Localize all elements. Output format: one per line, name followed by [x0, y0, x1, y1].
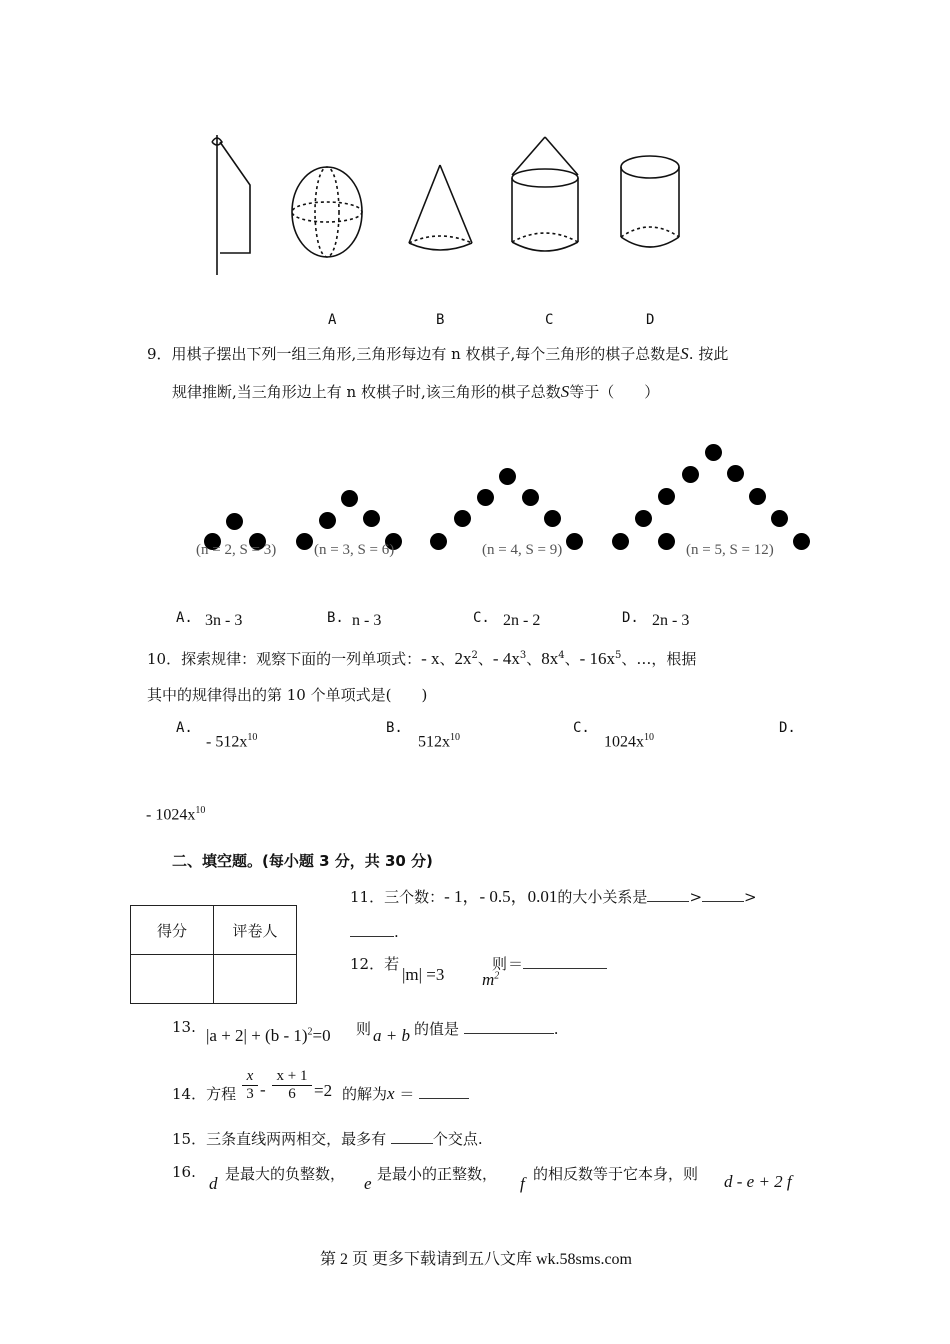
cylinder-figure — [621, 156, 679, 247]
q9-s-symbol-2: S — [560, 382, 570, 401]
q16-t3: 的相反数等于它本身，则 — [533, 1165, 699, 1183]
q14-blank[interactable] — [419, 1084, 469, 1099]
q11-text2: 的大小关系是 — [557, 888, 648, 906]
caption-n3: (n = 3, S = 6) — [314, 542, 395, 558]
q15-text2: 个交点. — [432, 1130, 483, 1148]
q10-option-a-coef: - 512x — [206, 733, 248, 751]
q12-label: 12．若 — [350, 955, 400, 973]
q9-option-a-value: 3n - 3 — [205, 612, 243, 629]
q15-line — [172, 1128, 483, 1149]
dot — [522, 489, 539, 506]
dot — [658, 533, 675, 550]
q15-text1: 15．三条直线两两相交，最多有 — [172, 1130, 387, 1148]
q14-minus: - — [260, 1080, 266, 1099]
q10-term-4: 8x — [541, 649, 559, 668]
q16-expr: d - e + 2 f — [724, 1172, 792, 1191]
q14-eq: =2 — [314, 1081, 333, 1100]
q14-frac2 — [272, 1068, 312, 1103]
q9-option-d-letter: D. — [622, 610, 639, 626]
score-table — [130, 905, 297, 1004]
sphere-figure — [292, 167, 362, 257]
dot — [499, 468, 516, 485]
score-cell[interactable] — [131, 955, 214, 1004]
q11-line2 — [350, 922, 399, 941]
q11-line1 — [350, 882, 757, 907]
score-header: 得分 — [131, 906, 214, 955]
shape-label-d: D — [646, 312, 655, 328]
q10-exp-2: 2 — [471, 650, 478, 661]
dot — [566, 533, 583, 550]
q10-exp-4: 4 — [558, 650, 565, 661]
q9-text-2: 规律推断,当三角形边上有 n 枚棋子时,该三角形的棋子总数 — [172, 383, 561, 401]
q13-exp: 2 — [307, 1026, 313, 1038]
q10-exp-3: 3 — [519, 650, 527, 661]
q14-frac1 — [242, 1068, 258, 1103]
dot — [363, 510, 380, 527]
q10-line1 — [147, 648, 696, 669]
q16-e: e — [364, 1174, 372, 1193]
q10-option-c-value — [604, 732, 654, 751]
q14-text2: 的解为 — [342, 1085, 388, 1103]
q11-blank-1[interactable] — [647, 887, 689, 902]
q16-d: d — [209, 1174, 218, 1193]
q13-expr-main: |a + 2| + (b - 1) — [206, 1026, 308, 1045]
dot — [319, 512, 336, 529]
q13-ab: a + b — [373, 1026, 410, 1045]
shape-label-a: A — [328, 312, 337, 328]
q14-frac1-den: 3 — [246, 1086, 254, 1102]
cylinder-cone-figure — [512, 137, 578, 251]
q10-sep: 、 — [564, 650, 580, 668]
q14-eqsign: ＝ — [399, 1085, 415, 1103]
q14-tail — [342, 1083, 469, 1104]
q10-exp-5: 5 — [615, 650, 622, 661]
q9-text-1-end: . 按此 — [688, 345, 729, 363]
q13-text: 的值是 — [414, 1020, 460, 1038]
q11-end: . — [394, 923, 399, 941]
q10-sep: 、 — [439, 650, 455, 668]
grader-cell[interactable] — [214, 955, 297, 1004]
q12-blank[interactable] — [523, 954, 607, 969]
solids-figure — [200, 130, 700, 280]
q10-option-b-letter: B. — [386, 720, 403, 736]
q13-expr — [206, 1026, 331, 1046]
q9-line2 — [172, 381, 659, 402]
section2-title: 二、填空题。(每小题 3 分，共 30 分) — [172, 852, 433, 870]
q10-option-b-value — [418, 732, 460, 751]
q10-option-b-coef: 512x — [418, 733, 450, 751]
q10-option-a-exp: 10 — [247, 732, 258, 743]
q13-then: 则 — [356, 1020, 372, 1038]
q9-option-b-letter: B. — [327, 610, 344, 626]
dot — [226, 513, 243, 530]
q13-end: . — [553, 1020, 559, 1038]
dot — [727, 465, 744, 482]
q9-option-d-value: 2n - 3 — [652, 612, 690, 629]
dot — [430, 533, 447, 550]
q16-num: 16. — [172, 1163, 196, 1181]
q10-term-1: - x — [421, 649, 440, 668]
q13-num: 13. — [172, 1018, 196, 1036]
dot — [635, 510, 652, 527]
q10-option-c-letter: C. — [573, 720, 590, 736]
q10-option-c-exp: 10 — [644, 732, 654, 743]
q10-option-d-coef: - 1024x — [146, 806, 196, 824]
q13-expr-eq: =0 — [312, 1026, 331, 1045]
dot — [682, 466, 699, 483]
q9-text-2-end: 等于（ ） — [569, 383, 660, 401]
q12-m: m — [482, 970, 495, 989]
q14-frac2-num: x + 1 — [272, 1068, 312, 1086]
q10-option-c-coef: 1024x — [604, 733, 644, 751]
q13-blank[interactable] — [464, 1019, 554, 1034]
dot — [612, 533, 629, 550]
dot — [771, 510, 788, 527]
q10-line2: 其中的规律得出的第 10 个单项式是( ) — [147, 686, 428, 704]
q10-option-d-value — [146, 805, 205, 824]
dot — [705, 444, 722, 461]
q11-gt-1: > — [689, 888, 703, 906]
q9-option-a-letter: A. — [176, 610, 193, 626]
q9-option-b-value: n - 3 — [352, 612, 382, 629]
q10-option-b-exp: 10 — [450, 732, 460, 743]
q10-option-a-letter: A. — [176, 720, 193, 736]
q14-frac1-num: x — [242, 1068, 258, 1086]
q12-eq: ＝ — [508, 955, 524, 973]
q13-tail — [414, 1018, 559, 1039]
q14-x: x — [387, 1084, 395, 1103]
q12-m-exp: 2 — [494, 970, 500, 982]
dot — [793, 533, 810, 550]
dot — [544, 510, 561, 527]
q10-option-d-letter: D. — [779, 720, 796, 736]
q15-blank[interactable] — [391, 1129, 433, 1144]
q11-text: 11．三个数： — [350, 888, 445, 906]
q9-option-c-value: 2n - 2 — [503, 612, 541, 629]
q11-blank-3[interactable] — [350, 922, 394, 937]
q9-s-symbol: S — [680, 344, 689, 363]
q10-sep: 、 — [477, 650, 493, 668]
dot — [749, 488, 766, 505]
q10-option-d-exp: 10 — [195, 805, 206, 816]
q9-line1 — [147, 343, 728, 364]
shape-label-b: B — [436, 312, 445, 328]
q11-blank-2[interactable] — [702, 887, 744, 902]
q9-text-1: 9．用棋子摆出下列一组三角形,三角形每边有 n 枚棋子,每个三角形的棋子总数是 — [147, 345, 681, 363]
q14-frac2-den: 6 — [288, 1086, 296, 1102]
q12-then: 则 — [492, 955, 508, 973]
cone-figure — [409, 165, 472, 250]
caption-n5: (n = 5, S = 12) — [686, 542, 774, 558]
dot — [341, 490, 358, 507]
q10-term-3: - 4x — [492, 649, 520, 668]
q16-f: f — [520, 1174, 525, 1193]
page-footer: 第 2 页 更多下载请到五八文库 wk.58sms.com — [320, 1251, 633, 1268]
q14-label: 14．方程 — [172, 1085, 237, 1103]
q16-t2: 是最小的正整数， — [377, 1165, 498, 1183]
q12-m2 — [482, 970, 499, 990]
dot — [296, 533, 313, 550]
shape-label-c: C — [545, 312, 554, 328]
dot — [658, 488, 675, 505]
q10-prefix: 10．探索规律：观察下面的一列单项式： — [147, 650, 422, 668]
grader-header: 评卷人 — [214, 906, 297, 955]
caption-n4: (n = 4, S = 9) — [482, 542, 563, 558]
q11-gt-2: > — [744, 888, 757, 906]
q10-term-5: - 16x — [579, 649, 616, 668]
q11-numbers: - 1，- 0.5，0.01 — [444, 887, 558, 906]
q12-answer — [508, 953, 607, 974]
q9-option-c-letter: C. — [473, 610, 490, 626]
caption-n2: (n = 2, S = 3) — [196, 542, 277, 558]
dot — [477, 489, 494, 506]
q10-term-2: 2x — [454, 649, 472, 668]
q10-option-a-value — [206, 732, 257, 751]
q12-expr: |m| =3 — [402, 965, 445, 984]
q16-t1: 是最大的负整数， — [225, 1165, 346, 1183]
q10-sep: 、 — [526, 650, 542, 668]
dot — [454, 510, 471, 527]
q10-tail: 、…，根据 — [621, 650, 697, 668]
rotation-figure — [212, 135, 250, 275]
